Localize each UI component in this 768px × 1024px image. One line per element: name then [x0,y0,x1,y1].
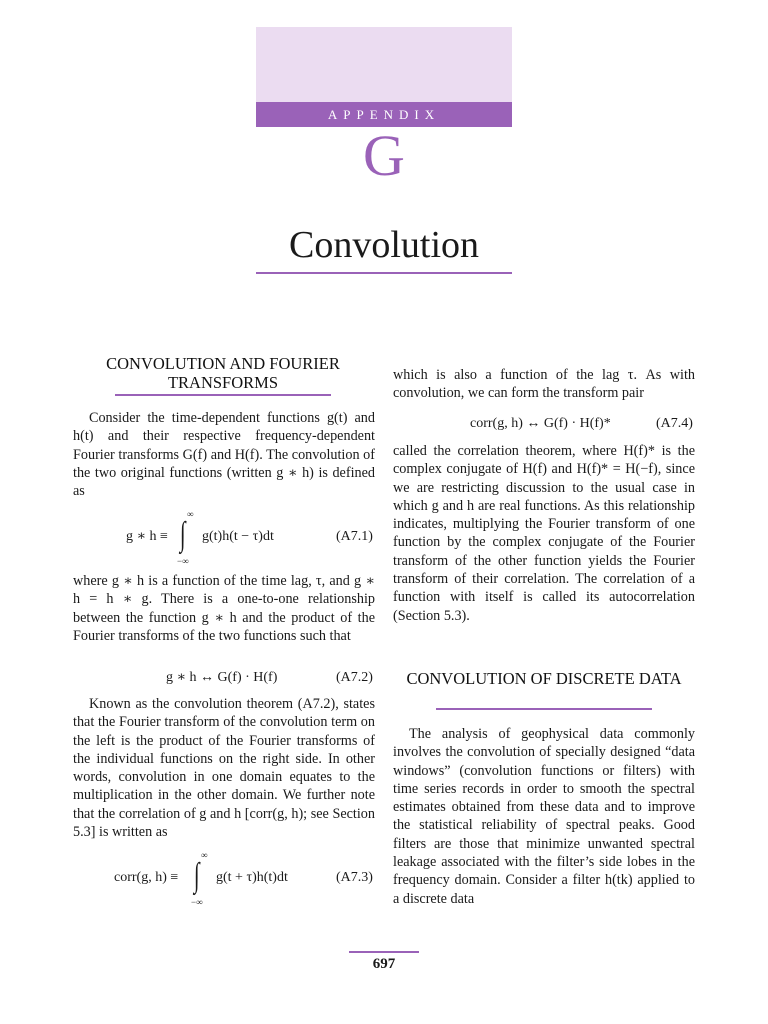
equation-a72: g ∗ h ↔ G(f) · H(f) [166,670,278,685]
paragraph-intro: Consider the time-dependent functions g(t) and h(t) and their respective frequency-dependent Fourier transforms G(f) and H(f). The convolution of the two original functions (written g ∗ h) is defined as [73,410,375,500]
paragraph-convolution-relationship: where g ∗ h is a function of the time lag, τ, and g ∗ h = h ∗ g. There is a one-to-one relationship between the function g ∗ h and the product of the Fourier transforms of the two functions such that [73,573,375,644]
section-heading-discrete-data: CONVOLUTION OF DISCRETE DATA [406,669,682,688]
equation-a73-rhs: g(t + τ)h(t)dt [216,870,288,885]
section-heading-rule [436,708,652,710]
section-heading-rule [115,394,331,396]
appendix-banner [256,27,512,102]
equation-label-a74: (A7.4) [656,416,693,431]
appendix-letter: G [363,123,405,188]
equation-label-a71: (A7.1) [336,529,373,544]
paragraph-correlation-theorem: called the correlation theorem, where H(f)* is the complex conjugate of H(f) and H(f)* = H(−f), since we are restricting discussion to the usual case in which g and h are real functions. As this relationship indicates, multiplying the Fourier transform of one function by the complex conjugate of the Fourier transform of the other function yields the Fourier transform of their correlation. The correlation of a function with itself is called its autocorrelation (Section 5.3). [393,443,695,624]
appendix-label: APPENDIX [256,102,512,127]
integral-upper-limit: ∞ [187,509,194,519]
integral-sign: ∫ [179,516,186,553]
integral-lower-limit: −∞ [177,556,189,566]
title-underline [256,272,512,274]
chapter-title: Convolution [288,224,480,266]
paragraph-convolution-theorem: Known as the convolution theorem (A7.2), states that the Fourier transform of the convolution term on the left is the product of the Fourier transforms of the individual functions on the right side. In other words, convolution in one domain equates to the multiplication in the other domain. We further note that the correlation of g and h [corr(g, h); see Section 5.3] is written as [73,696,375,841]
section-heading-convolution-fourier: CONVOLUTION AND FOURIER TRANSFORMS [106,354,340,392]
integral-sign: ∫ [193,857,200,894]
equation-label-a72: (A7.2) [336,670,373,685]
page-number: 697 [372,956,396,972]
equation-label-a73: (A7.3) [336,870,373,885]
equation-a71-rhs: g(t)h(t − τ)dt [202,529,274,544]
paragraph-lag: which is also a function of the lag τ. As with convolution, we can form the transform pair [393,367,695,402]
page-number-rule [349,951,419,953]
paragraph-discrete-data: The analysis of geophysical data commonly involves the convolution of specially designed “data windows” (convolution functions or filters) with time series records in order to smooth the spectral estimates obtained from these data and to improve the statistical reliability of spectral peaks. Good filters are those that minimize unwanted spectral leakage associated with the filter’s side lobes in the frequency domain. Consider a filter h(tk) applied to a discrete data [393,726,695,907]
equation-a73-lhs: corr(g, h) ≡ [114,870,179,885]
integral-upper-limit: ∞ [201,850,208,860]
equation-a74: corr(g, h) ↔ G(f) · H(f)* [470,416,611,431]
equation-a71-lhs: g ∗ h ≡ [126,529,168,544]
integral-lower-limit: −∞ [191,897,203,907]
